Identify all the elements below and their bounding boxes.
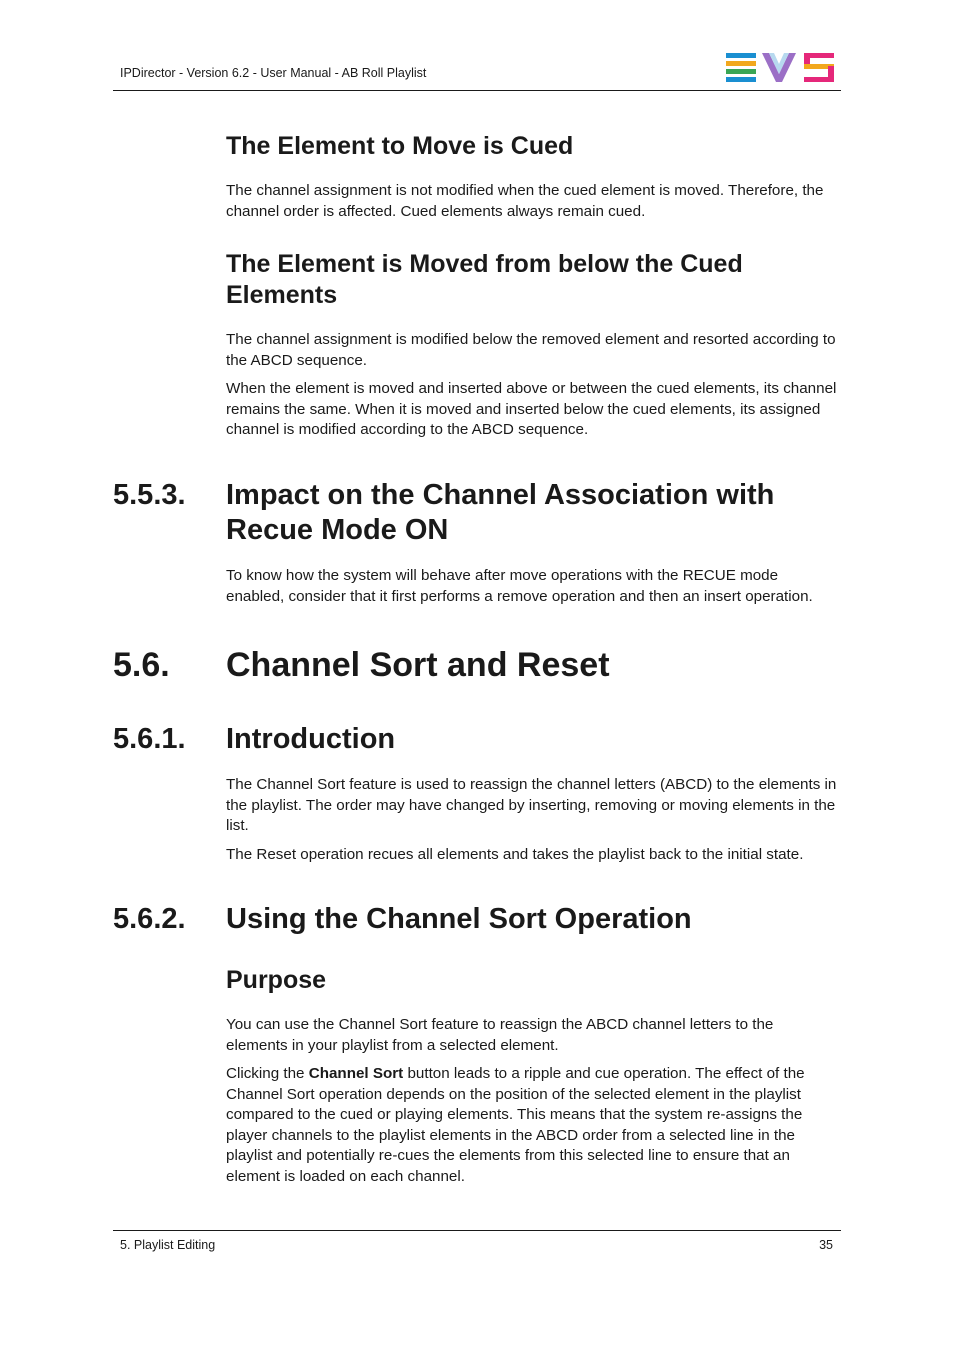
section-number: 5.6.1. [113, 723, 186, 755]
heading-moved-below-cued: The Element is Moved from below the Cued Elements [226, 250, 743, 309]
section-title: Using the Channel Sort Operation [226, 903, 692, 935]
text-run: button leads to a ripple and cue operation. The effect of the Channel Sort operation depends on the position of the selected element in the playlist compared to the cued or playing elements. This means that the system re-assigns the player channels to the playlist elements in the ABCD order from a selected line in the playlist and potentially re-cues the elements from this selected line to ensure that an element is loaded on each channel. [226, 1065, 805, 1185]
section-title: Channel Sort and Reset [226, 646, 610, 684]
paragraph-5-6-1-2: The Reset operation recues all elements and takes the playlist back to the initial state. [226, 846, 804, 863]
section-number: 5.6. [113, 646, 170, 684]
text-run: Clicking the [226, 1065, 309, 1082]
paragraph-5-6-1-1: The Channel Sort feature is used to reassign the channel letters (ABCD) to the elements in the playlist. The order may have changed by inserting, removing or moving elements in the list. [226, 776, 837, 835]
paragraph-below-2: When the element is moved and inserted above or between the cued elements, its channel remains the same. When it is moved and inserted below the cued elements, its assigned channel is modified according to the ABCD sequence. [226, 380, 837, 439]
header-title: IPDirector - Version 6.2 - User Manual - AB Roll Playlist [120, 66, 427, 80]
section-number: 5.6.2. [113, 903, 186, 935]
paragraph-purpose-2 [226, 1064, 838, 1188]
header-divider [113, 90, 841, 91]
section-title: Introduction [226, 723, 396, 755]
paragraph-cued-1: The channel assignment is not modified when the cued element is moved. Therefore, the channel order is affected. Cued elements always remain cued. [226, 182, 824, 220]
heading-purpose: Purpose [226, 966, 327, 994]
section-title: Impact on the Channel Association with Recue Mode ON [226, 479, 775, 546]
paragraph-purpose-1: You can use the Channel Sort feature to reassign the ABCD channel letters to the elements in your playlist from a selected element. [226, 1016, 774, 1054]
page-number: 35 [819, 1238, 833, 1252]
paragraph-below-1: The channel assignment is modified below the removed element and resorted according to the ABCD sequence. [226, 331, 836, 369]
channel-sort-label: Channel Sort [308, 1065, 404, 1082]
paragraph-5-5-3: To know how the system will behave after move operations with the RECUE mode enabled, consider that it first performs a remove operation and then an insert operation. [226, 567, 813, 605]
footer-divider [113, 1230, 841, 1231]
footer-chapter: 5. Playlist Editing [120, 1238, 216, 1252]
heading-element-cued: The Element to Move is Cued [226, 132, 574, 160]
evs-logo [726, 53, 834, 82]
section-number: 5.5.3. [113, 479, 186, 511]
